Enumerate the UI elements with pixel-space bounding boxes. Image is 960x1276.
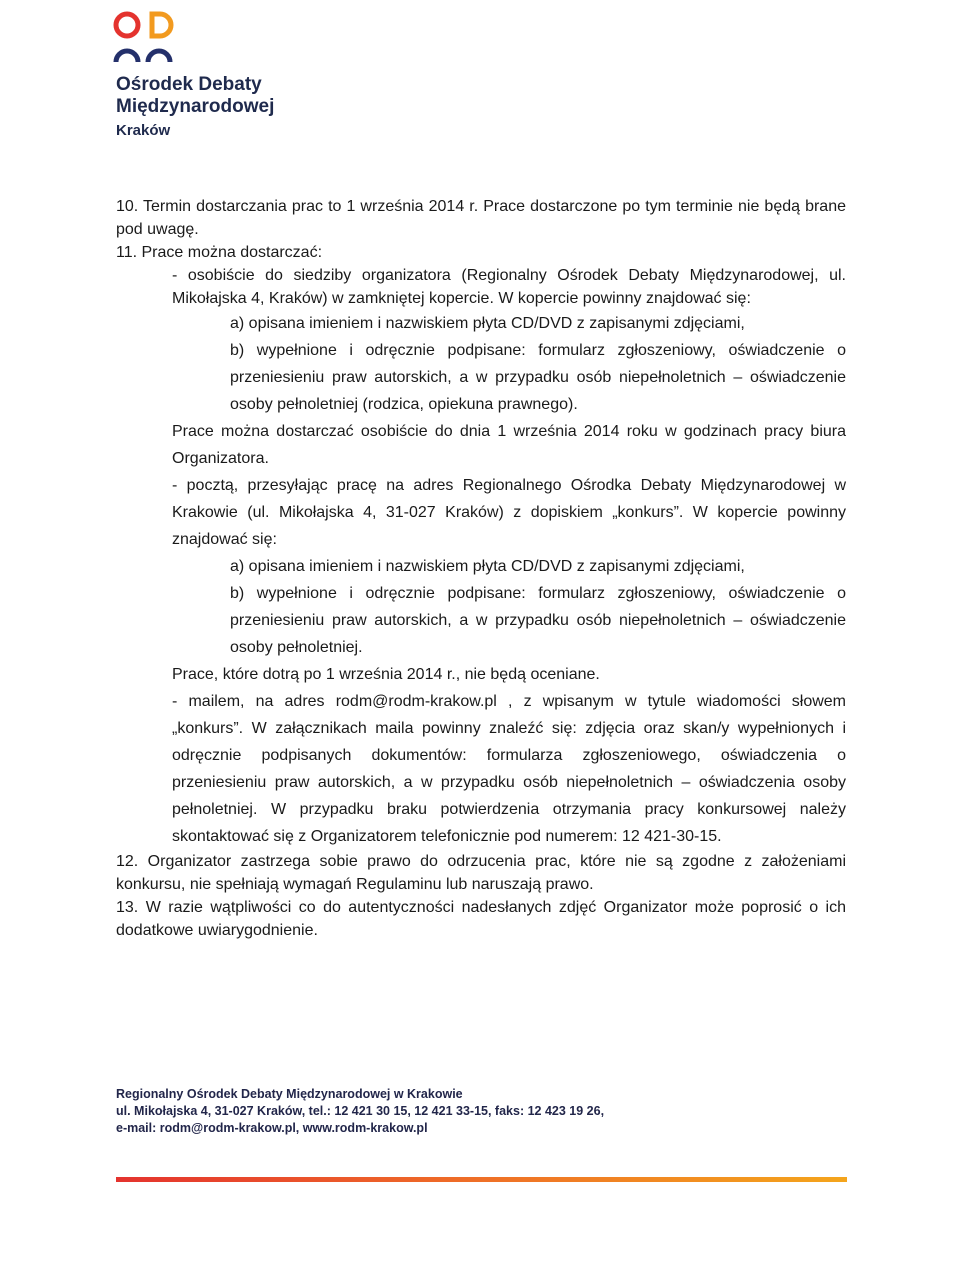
footer-contact <box>116 1086 846 1137</box>
delivery-post-note: Prace, które dotrą po 1 września 2014 r., nie będą oceniane. <box>172 666 600 683</box>
organization-logo <box>112 10 312 140</box>
paragraph-12: 12. Organizator zastrzega sobie prawo do odrzucenia prac, które nie są zgodne z założeniami konkursu, nie spełniają wymagań Regulaminu lub naruszają prawo. <box>116 853 846 893</box>
delivery-post-intro: - pocztą, przesyłając pracę na adres Regionalnego Ośrodka Debaty Międzynarodowej w Krakowie (ul. Mikołajska 4, 31-027 Kraków) z dopiskiem „konkurs”. W kopercie powinny znajdować się: <box>172 477 846 548</box>
logo-line-2: Międzynarodowej <box>116 96 275 117</box>
paragraph-13: 13. W razie wątpliwości co do autentyczności nadesłanych zdjęć Organizator może poprosić o ich dodatkowe uwiarygodnienie. <box>116 899 846 939</box>
logo-line-1: Ośrodek Debaty <box>116 74 262 95</box>
delivery-in-person-intro: - osobiście do siedziby organizatora (Regionalny Ośrodek Debaty Międzynarodowej, ul. Mikołajska 4, Kraków) w zamkniętej kopercie. W kopercie powinny znajdować się: <box>172 267 846 307</box>
document-body <box>116 195 846 942</box>
footer-email-web: e-mail: rodm@rodm-krakow.pl, www.rodm-krakow.pl <box>116 1121 428 1135</box>
footer-address: ul. Mikołajska 4, 31-027 Kraków, tel.: 12 421 30 15, 12 421 33-15, faks: 12 423 19 26, <box>116 1104 605 1118</box>
delivery-in-person-note: Prace można dostarczać osobiście do dnia 1 września 2014 roku w godzinach pracy biura Organizatora. <box>172 423 846 467</box>
delivery-email-text: - mailem, na adres rodm@rodm-krakow.pl , z wpisanym w tytule wiadomości słowem „konkurs”. W załącznikach maila powinny znaleźć się: zdjęcia oraz skan/y wypełnionych i odręcznie podpisanych dokumentów: formularza zgłoszeniowego, oświadczenia o przeniesieniu praw autorskich, a w przypadku osób niepełnoletnich – oświadczenia osoby pełnoletniej. W przypadku braku potwierdzenia otrzymania pracy konkursowej należy skontaktować się z Organizatorem telefonicznie pod numerem: 12 421-30-15. <box>172 693 846 845</box>
paragraph-11: 11. Prace można dostarczać: <box>116 244 323 261</box>
footer-org-name: Regionalny Ośrodek Debaty Międzynarodowej w Krakowie <box>116 1087 463 1101</box>
logo-line-3: Kraków <box>116 122 171 139</box>
delivery-in-person-item-a: a) opisana imieniem i nazwiskiem płyta CD/DVD z zapisanymi zdjęciami, <box>230 315 745 332</box>
logo-mark-icon <box>112 10 192 66</box>
footer-divider <box>116 1177 847 1182</box>
logo-wordmark <box>116 74 274 142</box>
delivery-post-item-a: a) opisana imieniem i nazwiskiem płyta CD/DVD z zapisanymi zdjęciami, <box>230 558 745 575</box>
paragraph-10: 10. Termin dostarczania prac to 1 września 2014 r. Prace dostarczone po tym terminie nie będą brane pod uwagę. <box>116 198 846 238</box>
delivery-post-item-b: b) wypełnione i odręcznie podpisane: formularz zgłoszeniowy, oświadczenie o przeniesieniu praw autorskich, a w przypadku osób niepełnoletnich – oświadczenie osoby pełnoletniej. <box>230 585 846 656</box>
delivery-in-person-item-b: b) wypełnione i odręcznie podpisane: formularz zgłoszeniowy, oświadczenie o przeniesieniu praw autorskich, a w przypadku osób niepełnoletnich – oświadczenie osoby pełnoletniej (rodzica, opiekuna prawnego). <box>230 342 846 413</box>
